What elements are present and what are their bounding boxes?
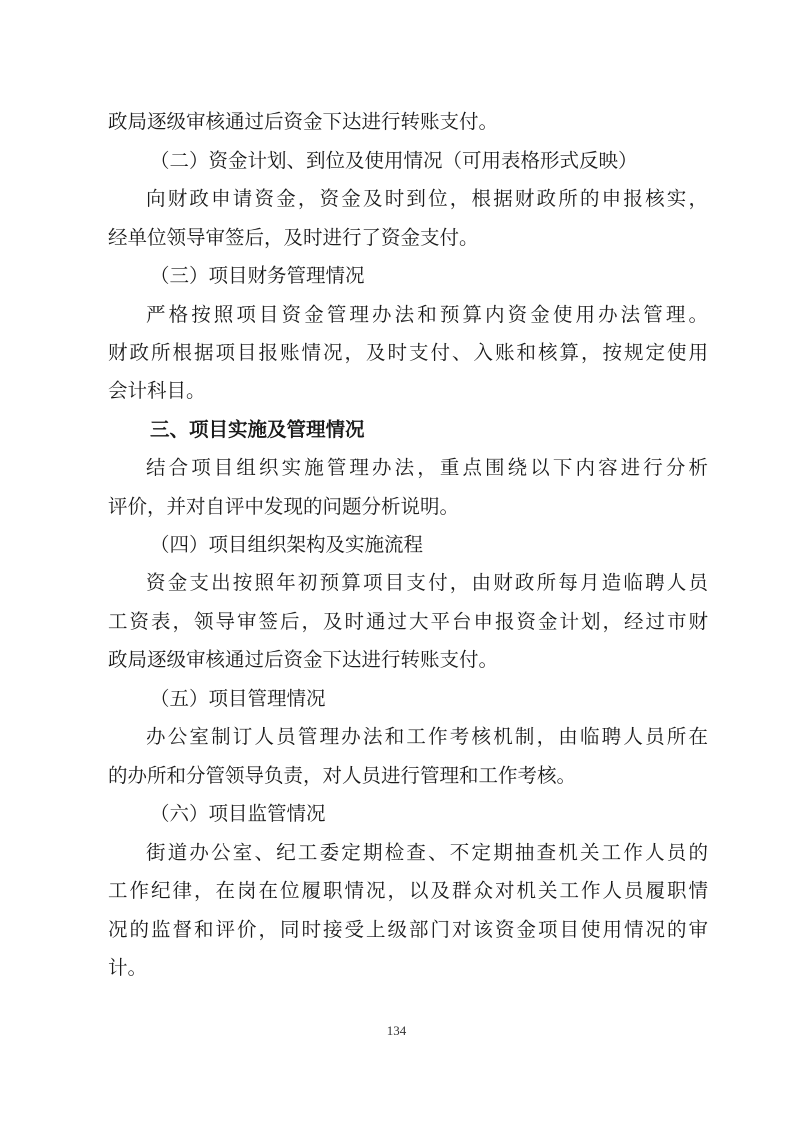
paragraph-line: 计。 xyxy=(108,956,148,979)
paragraph-line: 结合项目组织实施管理办法，重点围绕以下内容进行分析 xyxy=(146,456,708,479)
subsection-heading: （三）项目财务管理情况 xyxy=(150,264,365,287)
paragraph-line: 的办所和分管领导负责，对人员进行管理和工作考核。 xyxy=(108,764,577,787)
subsection-heading: （二）资金计划、到位及使用情况（可用表格形式反映） xyxy=(150,149,638,172)
paragraph-line: 评价，并对自评中发现的问题分析说明。 xyxy=(108,495,460,518)
paragraph-line: 街道办公室、纪工委定期检查、不定期抽查机关工作人员的 xyxy=(146,841,708,864)
paragraph-line: 经单位领导审签后，及时进行了资金支付。 xyxy=(108,226,479,249)
paragraph-line: 政局逐级审核通过后资金下达进行转账支付。 xyxy=(108,648,499,671)
paragraph-line: 资金支出按照年初预算项目支付，由财政所每月造临聘人员 xyxy=(146,571,708,594)
paragraph-line: 工作纪律，在岗在位履职情况，以及群众对机关工作人员履职情 xyxy=(108,879,708,902)
paragraph-line: 财政所根据项目报账情况，及时支付、入账和核算，按规定使用 xyxy=(108,341,708,364)
paragraph-line: 工资表，领导审签后，及时通过大平台申报资金计划，经过市财 xyxy=(108,610,708,633)
paragraph-line: 况的监督和评价，同时接受上级部门对该资金项目使用情况的审 xyxy=(108,918,708,941)
subsection-heading: （五）项目管理情况 xyxy=(150,687,326,710)
paragraph-line: 严格按照项目资金管理办法和预算内资金使用办法管理。 xyxy=(146,303,708,326)
paragraph-line: 向财政申请资金，资金及时到位，根据财政所的申报核实， xyxy=(146,187,708,210)
page-number: 134 xyxy=(386,1023,407,1038)
paragraph-line: 政局逐级审核通过后资金下达进行转账支付。 xyxy=(108,110,499,133)
subsection-heading: （四）项目组织架构及实施流程 xyxy=(150,533,424,556)
subsection-heading: （六）项目监管情况 xyxy=(150,802,326,825)
paragraph-line: 办公室制订人员管理办法和工作考核机制，由临聘人员所在 xyxy=(146,725,708,748)
section-heading: 三、项目实施及管理情况 xyxy=(150,418,365,441)
paragraph-line: 会计科目。 xyxy=(108,379,206,402)
